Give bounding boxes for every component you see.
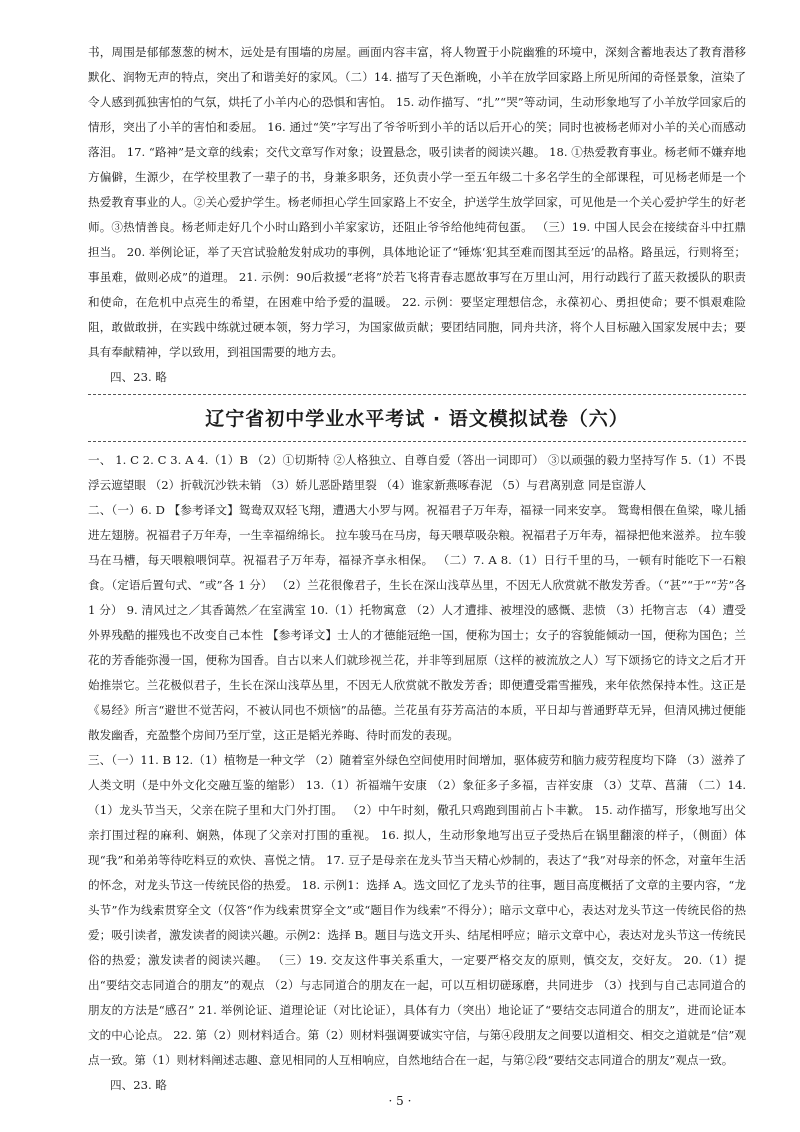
part-three-answers: 三、（一）11. B 12.（1）植物是一种文学 （2）随着室外绿色空间使用时间增加，驱体疲劳和脑力疲劳程度均下降 （3）滋养了人类文明（是中外文化交融互鉴的缩影） 13.（1）祈福端午安康 （2）象征多子多福，吉祥安康 （3）艾草、菖蒲 （二）14.（1）龙头节当天，父亲在院子里和大门外打围。 （2）中午时刻，儆孔只鸡跑到围前占卜丰歉。 15. 动作描写，形象地写出父亲打围过程的麻利、娴熟，体现了父亲对打围的重视。 16. 拟人，生动形象地写出豆子受热后在锅里翻滚的样子，（侧面）体现“我”和弟弟等待吃料豆的欢快、喜悦之情。 17. 豆子是母亲在龙头节当天精心炒制的，表达了“我”对母亲的怀念，对童年生活的怀念，对龙头节这一传统民俗的热爱。 18. 示例1：选择 A。选文回忆了龙头节的往事，题目高度概括了文章的主要内容，“龙头节”作为线索贯穿全文（仅答“作为线索贯穿全文”或“题目作为线索”不得分）；暗示文章中心，表达对龙头节这一传统民俗的热爱；吸引读者，激发读者的阅读兴趣。示例2：选择 B。题目与选文开头、结尾相呼应；暗示文章中心，表达对龙头节这一传统民俗的热爱；激发读者的阅读兴趣。 （三）19. 交友这件事关系重大，一定要严格交友的原则，慎交友，交好友。 20.（1）提出“要结交志同道合的朋友”的观点 （2）与志同道合的朋友在一起，可以互相切磋琢磨，共同进步 （3）找到与自己志同道合的朋友的方法是“感召” 21. 举例论证、道理论证（对比论证），具体有力（突出）地论证了“要结交志同道合的朋友”，进而论证本文的中心论点。 22. 第（2）则材料适合。第（2）则材料强调要诚实守信，与第④段朋友之间要以道相交、相交之道就是“信”观点一致。第（1）则材料阐述志趣、意见相同的人互相响应，自然地结合在一起，与第②段“要结交志同道合的朋友”观点一致。 xyxy=(88,753,746,1067)
part-two-answers: 二、（一）6. D 【参考译文】鸳鸯双双轻飞翔，遭遇大小罗与网。祝福君子万年寿，福禄一同来安享。 鸳鸯相偎在鱼梁，喙儿插进左翅膀。祝福君子万年寿，一生幸福绵绵长。 拉车骏马在马房，每天喂草吸杂粮。祝福君子万年寿，福禄把他来滋养。 拉车骏马在马槽，每天喂粮喂饲草。祝福君子万年寿，福禄齐享永相保。 （二）7. A 8.（1）日行千里的马，一顿有时能吃下一石粮食。（定语后置句式、“或”各 1 分） （2）兰花很像君子，生长在深山浅草丛里，不因无人欣赏就不散发芳香。（“甚”“于”“芳”各 1 分） 9. 清风过之／其香蔼然／在室满室 10.（1）托物寓意 （2）人才遭排、被埋没的感慨、悲愤 （3）托物言志 （4）遭受外界残酷的摧残也不改变自己本性 【参考译文】士人的才德能冠绝一国，便称为国士；女子的容貌能倾动一国，便称为国色；兰花的芳香能弥漫一国，便称为国香。自古以来人们就珍视兰花，并非等到屈原（这样的被流放之人）写下颂扬它的诗文之后才开始推崇它。兰花极似君子，生长在深山浅草丛里，不因无人欣赏就不散发芳香；即便遭受霜雪摧残，来年依然保持本性。这正是《易经》所言“避世不觉苦闷，不被认同也不烦恼”的品德。兰花虽有芬芳高洁的本质，平日却与普通野草无异，但清风拂过便能散发幽香，充盈整个房间乃至厅堂，这正是韬光养晦、待时而发的表现。 xyxy=(88,503,746,742)
prev-section-end: 四、23. 略 xyxy=(110,370,167,384)
answer-page xyxy=(88,40,746,1098)
page-number: · 5 · xyxy=(388,1094,412,1108)
part-four-end: 四、23. 略 xyxy=(110,1078,167,1092)
bottom-dashed-divider xyxy=(88,441,746,442)
top-dashed-divider xyxy=(88,394,746,395)
prev-section-answers: 书，周围是郁郁葱葱的树木，远处是有围墙的房屋。画面内容丰富，将人物置于小院幽雅的环境中，深刻含蓄地表达了教育潜移默化、润物无声的特点，突出了和谐美好的家风。（二）14. 描写了天色渐晚，小羊在放学回家路上所见所闻的奇怪景象，渲染了令人感到孤独害怕的气氛，烘托了小羊内心的恐惧和害怕。 15. 动作描写、“扎”“哭”等动词，生动形象地写了小羊放学回家后的情形，突出了小羊的害怕和委屈。 16. 通过“笑”字写出了爷爷听到小羊的话以后开心的笑；同时也被杨老师对小羊的关心而感动落泪。 17. “路神”是文章的线索；交代文章写作对象；设置悬念，吸引读者的阅读兴趣。 18. ①热爱教育事业。杨老师不嫌弃地方偏僻，生源少，在学校里教了一辈子的书，身兼多职务，还负责小学一至五年级二十多名学生的全部课程，可见杨老师是一个热爱教育事业的人。②关心爱护学生。杨老师担心学生回家路上不安全，护送学生放学回家，可见他是一个关心爱护学生的好老师。③热情善良。杨老师走好几个小时山路到小羊家家访，还阻止爷爷给他纯荷包蛋。 （三）19. 中国人民会在接续奋斗中扛鼎担当。 20. 举例论证，举了天宫试验舱发射成功的事例，具体地论证了“锤炼‘犯其至难而图其至远’的品格。路虽远，行则将至；事虽难，做则必成”的道理。 21. 示例：90后救援“老将”於若飞将青春志愿故事写在万里山河，用行动践行了蓝天救援队的职责和使命，在危机中点亮生的希望，在困难中给予爱的温暖。 22. 示例：要坚定理想信念，永葆初心、勇担使命；要不惧艰难险阻，敢做敢拼，在实践中练就过硬本领，努力学习，为国家做贡献；要团结同胞，同舟共济，将个人目标融入国家发展中去；要具有奉献精神，学以致用，到祖国需要的地方去。 xyxy=(88,45,746,359)
part-one-answers: 一、 1. C 2. C 3. A 4.（1）B （2）①切斯特 ②人格独立、自尊自爱（答出一词即可） ③以顽强的毅力坚持写作 5.（1）不畏浮云遮望眼 （2）折戟沉沙铁未销 （3）娇儿恶卧踏里裂 （4）谁家新燕啄春泥 （5）与君离别意 同是宦游人 xyxy=(88,453,746,492)
exam-title: 辽宁省初中学业水平考试 · 语文模拟试卷（六） xyxy=(205,408,629,430)
